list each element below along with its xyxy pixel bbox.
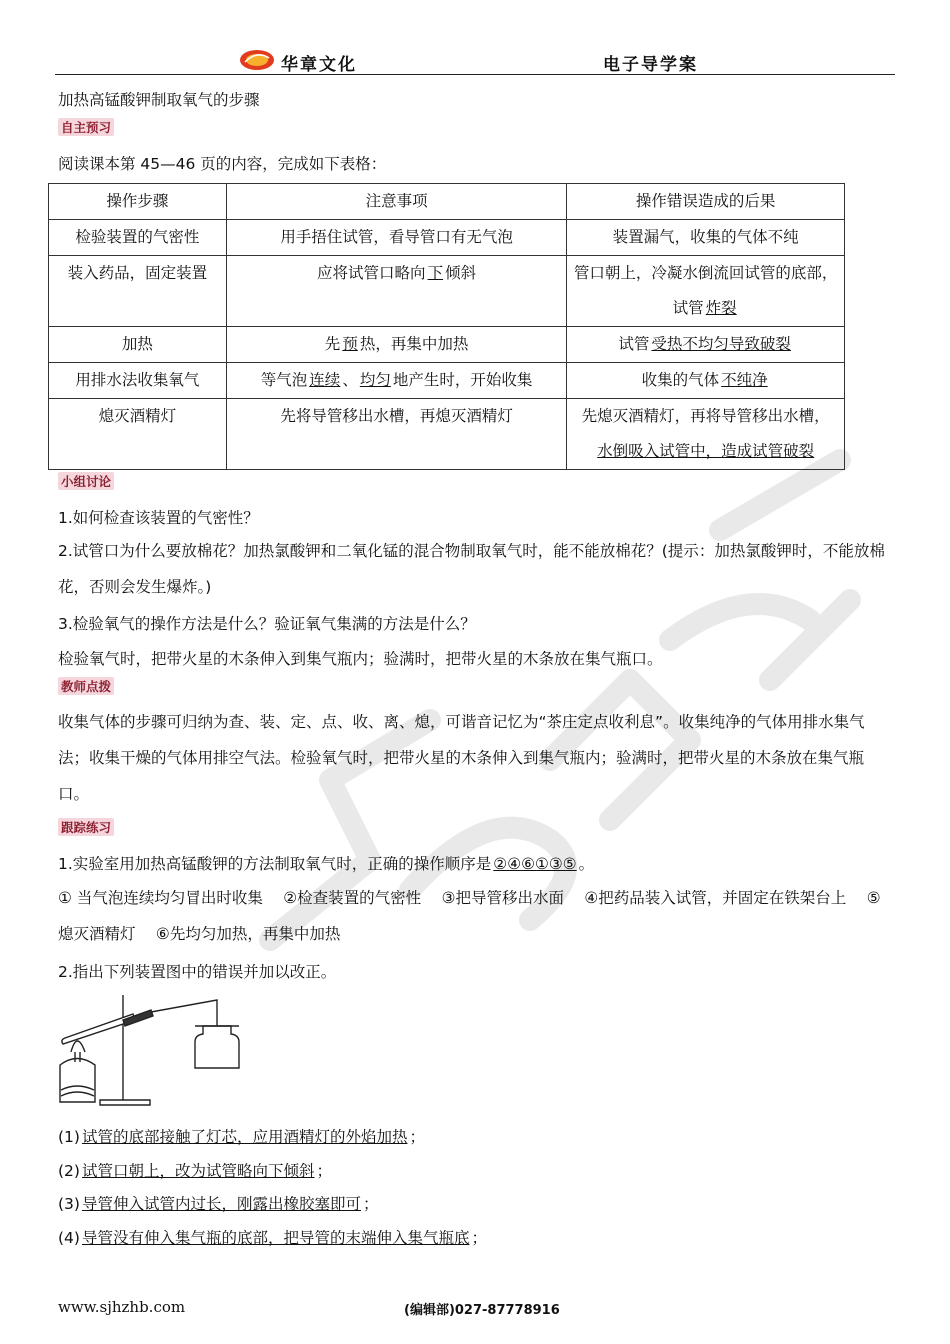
answer-end: ；: [471, 1229, 487, 1247]
note-cell: [226, 363, 567, 399]
result-cell: [567, 363, 845, 399]
header-title: 电子导学案: [603, 55, 698, 75]
note-cell: 先将导管移出水槽，再熄灭酒精灯: [226, 399, 567, 470]
teacher-text: 收集气体的步骤可归纳为查、装、定、点、收、离、熄，可谐音记忆为“茶庄定点收利息”。收集纯净的气体用排水集气法；收集干燥的气体用排空气法。检验氧气时，把带火星的木条伸入到集气瓶内；验满时，把带火星的木条放在集气瓶口。: [58, 713, 865, 803]
discussion-a3: 检验氧气时，把带火星的木条伸入到集气瓶内；验满时，把带火星的木条放在集气瓶口。: [58, 650, 663, 668]
answer-blank: ②④⑥①③⑤: [493, 855, 577, 873]
table-header: 注意事项: [226, 184, 567, 220]
note-cell: [226, 256, 567, 327]
result-text: 试管: [618, 335, 650, 353]
table-row: [49, 399, 845, 470]
steps-table: [48, 183, 845, 470]
table-row: [49, 327, 845, 363]
result-text: 收集的气体: [641, 371, 720, 389]
answer-blank: 不纯净: [721, 371, 768, 389]
answer-blank: 炸裂: [705, 299, 737, 317]
answer-blank: 连续: [309, 371, 341, 389]
answer-3: [58, 1192, 379, 1214]
brand-logo-icon: [237, 48, 277, 72]
note-text: 地产生时，开始收集: [392, 371, 533, 389]
note-text: 、: [342, 371, 358, 389]
table-row: [49, 363, 845, 399]
note-text: 热，再集中加热: [359, 335, 469, 353]
practice-q1-text: 1.实验室用加热高锰酸钾的方法制取氧气时，正确的操作顺序是: [58, 855, 492, 873]
table-header-row: [49, 184, 845, 220]
answer-blank: 均匀: [359, 371, 391, 389]
answer-end: ；: [362, 1195, 379, 1213]
note-cell: [226, 327, 567, 363]
table-header: 操作步骤: [49, 184, 227, 220]
answer-num: (4): [58, 1229, 80, 1247]
answer-text: 试管口朝上，改为试管略向下倾斜: [81, 1162, 315, 1180]
result-text: 先熄灭酒精灯，再将导管移出水槽，: [581, 407, 830, 425]
note-text: 应将试管口略向: [317, 264, 426, 282]
practice-q1-end: 。: [578, 855, 595, 873]
preview-intro: 阅读课本第 45—46 页的内容，完成如下表格：: [58, 155, 387, 173]
step-cell: 检验装置的气密性: [49, 220, 227, 256]
answer-text: 试管的底部接触了灯芯，应用酒精灯的外焰加热: [81, 1128, 408, 1146]
test-tube-icon: [62, 1014, 135, 1044]
result-cell: 装置漏气，收集的气体不纯: [567, 220, 845, 256]
note-text: 倾斜: [445, 264, 477, 282]
apparatus-diagram: [55, 990, 255, 1110]
note-cell: 用手捂住试管，看导管口有无气泡: [226, 220, 567, 256]
step-cell: 装入药品，固定装置: [49, 256, 227, 327]
answer-num: (1): [58, 1128, 80, 1146]
result-text: 管口朝上，冷凝水倒流回试管的底部，试管: [573, 264, 838, 317]
section-preview-label: 自主预习: [58, 118, 114, 136]
answer-1: [58, 1125, 425, 1147]
answer-blank: 水倒吸入试管中，造成试管破裂: [597, 442, 815, 460]
practice-q1-options: ① 当气泡连续均匀冒出时收集 ②检查装置的气密性 ③把导管移出水面 ④把药品装入试管，并固定在铁架台上 ⑤熄灭酒精灯 ⑥先均匀加热，再集中加热: [58, 889, 881, 943]
table-row: [49, 256, 845, 327]
note-text: 等气泡: [260, 371, 308, 389]
practice-q2: 2.指出下列装置图中的错误并加以改正。: [58, 963, 337, 981]
discussion-q1: 1.如何检查该装置的气密性？: [58, 509, 259, 527]
step-cell: 用排水法收集氧气: [49, 363, 227, 399]
answer-num: (2): [58, 1162, 80, 1180]
answer-num: (3): [58, 1195, 80, 1213]
footer-contact: (编辑部)027-87778916: [404, 1303, 560, 1318]
discussion-q3: 3.检验氧气的操作方法是什么？验证氧气集满的方法是什么？: [58, 615, 476, 633]
brand-name: 华章文化: [281, 55, 357, 75]
answer-text: 导管没有伸入集气瓶的底部，把导管的末端伸入集气瓶底: [81, 1229, 470, 1247]
result-cell: [567, 399, 845, 470]
step-cell: 熄灭酒精灯: [49, 399, 227, 470]
section-teacher-label: 教师点拨: [58, 677, 114, 695]
page-header: [55, 48, 895, 75]
result-cell: [567, 256, 845, 327]
answer-end: ；: [316, 1162, 332, 1180]
answer-2: [58, 1159, 332, 1181]
footer-website[interactable]: www.sjhzhb.com: [58, 1298, 186, 1316]
table-header: 操作错误造成的后果: [567, 184, 845, 220]
practice-q1: [58, 852, 594, 874]
gas-bottle-icon: [195, 1026, 239, 1068]
alcohol-lamp-icon: [60, 1059, 95, 1103]
answer-blank: 预: [342, 335, 358, 353]
table-row: [49, 220, 845, 256]
answer-text: 导管伸入试管内过长，刚露出橡胶塞即可: [81, 1195, 361, 1213]
result-cell: [567, 327, 845, 363]
page-title: 加热高锰酸钾制取氧气的步骤: [58, 91, 260, 109]
section-discussion-label: 小组讨论: [58, 472, 114, 490]
discussion-q2: 2.试管口为什么要放棉花？加热氯酸钾和二氧化锰的混合物制取氧气时，能不能放棉花？(提示：加热氯酸钾时，不能放棉花，否则会发生爆炸。): [58, 542, 885, 596]
note-text: 先: [324, 335, 341, 353]
answer-end: ；: [409, 1128, 425, 1146]
iron-stand-icon: [100, 1100, 150, 1105]
step-cell: 加热: [49, 327, 227, 363]
section-practice-label: 跟踪练习: [58, 818, 114, 836]
answer-blank: 下: [427, 264, 444, 282]
answer-blank: 受热不均匀导致破裂: [651, 335, 791, 353]
answer-4: [58, 1226, 487, 1248]
